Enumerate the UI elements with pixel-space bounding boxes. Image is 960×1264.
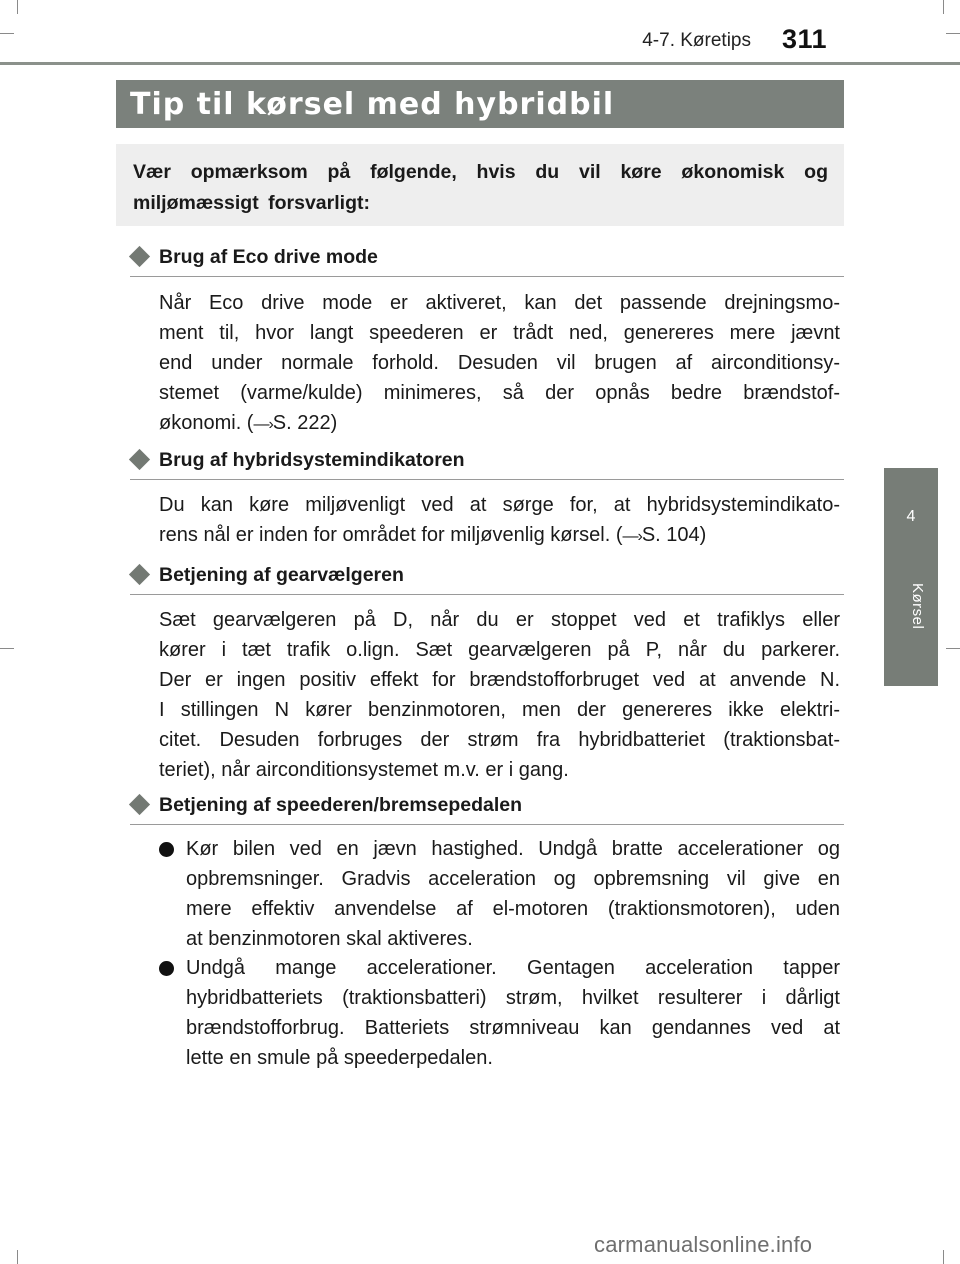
bullet-text	[186, 834, 840, 954]
arrow-right-icon: —›	[622, 528, 642, 545]
section-heading-label: Brug af hybridsystemindikatoren	[159, 449, 465, 471]
intro-text: Vær opmærksom på følgende, hvis du vil køre økonomisk og miljømæssigt forsvarligt:	[133, 161, 828, 214]
text-line: Kør bilen ved en jævn hastighed. Undgå bratte accelerationer og	[186, 838, 840, 860]
text-line: brændstofforbrug. Batteriets strømniveau kan gendannes ved at	[186, 1017, 840, 1039]
page-reference[interactable]: S. 222)	[272, 412, 338, 434]
ref-prefix: økonomi. (	[159, 412, 254, 434]
footer-watermark: carmanualsonline.info	[594, 1232, 813, 1257]
chapter-name: Kørsel	[909, 582, 926, 630]
bullet-item	[159, 834, 840, 958]
diamond-icon	[129, 564, 150, 585]
bullet-item	[159, 953, 840, 1077]
section-heading	[130, 243, 844, 277]
text-line: end under normale forhold. Desuden vil brugen af airconditionsy-	[159, 352, 840, 374]
section-body	[159, 490, 840, 552]
text-line: Sæt gearvælgeren på D, når du er stoppet ved et trafiklys eller	[159, 609, 840, 631]
section-body	[159, 288, 840, 440]
text-line: mere effektiv anvendelse af el-motoren (traktionsmotoren), uden	[186, 898, 840, 920]
title-bar	[116, 80, 844, 128]
text-line: opbremsninger. Gradvis acceleration og opbremsning vil give en	[186, 868, 840, 890]
bullet-text	[186, 953, 840, 1073]
text-line: teriet), når airconditionsystemet m.v. er i gang.	[159, 759, 569, 781]
text-line: stemet (varme/kulde) minimeres, så der opnås bedre brændstof-	[159, 382, 840, 404]
text-line: Der er ingen positiv effekt for brændstofforbruget ved at anvende N.	[159, 669, 840, 691]
text-line: citet. Desuden forbruges der strøm fra hybridbatteriet (traktionsbat-	[159, 729, 840, 751]
header-rule	[0, 62, 960, 65]
bullet-icon	[159, 961, 174, 976]
section-heading-label: Brug af Eco drive mode	[159, 246, 378, 268]
chapter-number: 4	[906, 508, 916, 525]
text-line: hybridbatteriets (traktionsbatteri) strøm, hvilket resulterer i dårligt	[186, 987, 840, 1009]
crop-mark	[943, 1250, 944, 1264]
text-line	[159, 408, 840, 440]
text-line: ment til, hvor langt speederen er trådt ned, genereres mere jævnt	[159, 322, 840, 344]
diamond-icon	[129, 246, 150, 267]
text-line: at benzinmotoren skal aktiveres.	[186, 928, 473, 950]
section-body	[159, 605, 840, 785]
text-line: Undgå mange accelerationer. Gentagen acceleration tapper	[186, 957, 840, 979]
diamond-icon	[129, 449, 150, 470]
text-line: Du kan køre miljøvenligt ved at sørge for, at hybridsystemindikato-	[159, 494, 840, 516]
diamond-icon	[129, 794, 150, 815]
crop-mark	[17, 1250, 18, 1264]
section-heading	[130, 791, 844, 825]
crop-mark	[946, 648, 960, 649]
section-heading-label: Betjening af gearvælgeren	[159, 564, 404, 586]
section-label: 4-7. Køretips	[642, 30, 751, 51]
text-line: kører i tæt trafik o.lign. Sæt gearvælgeren på P, når du parkerer.	[159, 639, 840, 661]
ref-prefix: rens nål er inden for området for miljøvenlig kørsel. (	[159, 524, 623, 546]
page-title: Tip til kørsel med hybridbil	[130, 87, 615, 122]
section-heading	[130, 446, 844, 480]
section-heading-label: Betjening af speederen/bremsepedalen	[159, 794, 523, 816]
bullet-icon	[159, 842, 174, 857]
page-reference[interactable]: S. 104)	[641, 524, 707, 546]
page-header	[0, 0, 960, 66]
chapter-tab	[884, 468, 938, 686]
text-line: Når Eco drive mode er aktiveret, kan det passende drejningsmo-	[159, 292, 840, 314]
section-heading	[130, 561, 844, 595]
arrow-right-icon: —›	[253, 416, 273, 433]
crop-mark	[0, 648, 14, 649]
text-line	[159, 520, 840, 552]
text-line: lette en smule på speederpedalen.	[186, 1047, 493, 1069]
intro-box	[116, 144, 844, 226]
text-line: I stillingen N kører benzinmotoren, men der genereres ikke elektri-	[159, 699, 840, 721]
page-number: 311	[782, 24, 828, 54]
